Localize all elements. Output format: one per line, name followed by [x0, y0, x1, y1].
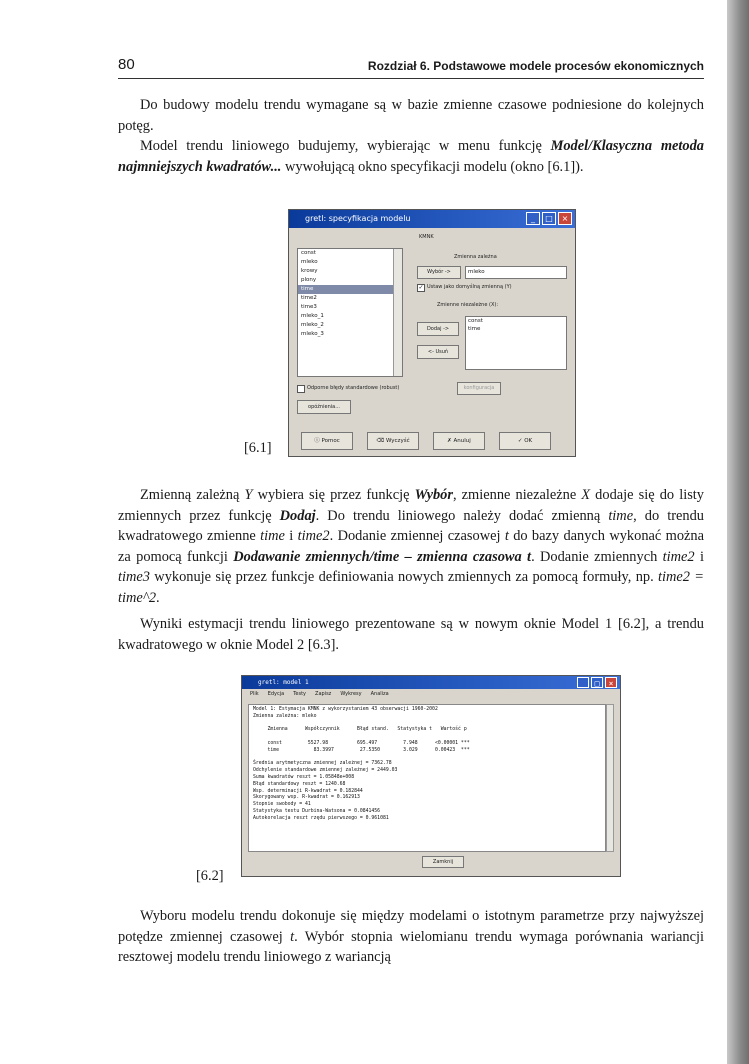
help-button[interactable]: ⓘ Pomoc — [301, 432, 353, 450]
minimize-button[interactable]: _ — [526, 212, 540, 225]
page-number: 80 — [118, 56, 135, 73]
default-checkbox-label: Ustaw jako domyślną zmienną (Y) — [427, 284, 512, 290]
ok-icon: ✓ — [517, 438, 525, 444]
lags-button[interactable]: opóźnienia... — [297, 400, 351, 414]
dialog-titlebar — [289, 210, 575, 228]
window-title: gretl: model 1 — [258, 679, 309, 686]
paragraph-1: Do budowy modelu trendu wymagane są w bazie zmienne czasowe podniesione do kolejnych potęg. — [118, 97, 704, 134]
add-button[interactable]: Dodaj -> — [417, 322, 459, 336]
variable-list-item[interactable]: krowy — [301, 268, 318, 274]
dependent-var-label: Zmienna zależna — [454, 254, 497, 260]
menu-file[interactable]: Plik — [250, 691, 259, 697]
variable-list-item[interactable]: time — [298, 285, 402, 294]
variable-list-item[interactable]: mleko — [301, 259, 318, 265]
variable-list-item[interactable]: time2 — [301, 295, 317, 301]
figure-label-6-1: [6.1] — [244, 440, 272, 456]
robust-checkbox[interactable] — [297, 385, 305, 393]
maximize-button[interactable]: □ — [542, 212, 556, 225]
broom-icon: ⌫ — [376, 438, 386, 444]
dependent-var-field[interactable]: mleko — [465, 266, 567, 279]
variable-list-item[interactable]: const — [301, 250, 316, 256]
variable-list-item[interactable]: mleko_2 — [301, 322, 324, 328]
help-icon: ⓘ — [314, 438, 322, 444]
ok-button[interactable]: ✓ OK — [499, 432, 551, 450]
menu-tests[interactable]: Testy — [293, 691, 307, 697]
remove-button[interactable]: <- Usuń — [417, 345, 459, 359]
close-button[interactable]: × — [605, 677, 617, 688]
clear-button[interactable]: ⌫ Wyczyść — [367, 432, 419, 450]
close-window-button[interactable]: Zamknij — [422, 856, 464, 868]
minimize-button[interactable]: _ — [577, 677, 589, 688]
maximize-button[interactable]: □ — [591, 677, 603, 688]
close-button[interactable]: × — [558, 212, 572, 225]
running-header — [118, 56, 704, 79]
estimation-output[interactable]: Model 1: Estymacja KMNK z wykorzystaniem 43 obserwacji 1960-2002 Zmienna zależna: mleko Zmienna Współczynnik Błąd stand. Statystyka t Wartość p const 5527.98 695.497 7.948 <0.00001 *** time 83.3997 27.5350 3.029 0.00423 *** Średnia arytmetyczna zmiennej zależnej = 7362.78 Odchylenie standardowe zmiennej zależnej = 2449.03 Suma kwadratów reszt = 1.05848e+008 Błąd standardowy reszt = 1240.68 Wsp. determinacji R-kwadrat = 0.182844 Skorygowany wsp. R-kwadrat = 0.162913 Stopnie swobody = 41 Statystyka testu Durbina-Watsona = 0.0841456 Autokorelacja reszt rzędu pierwszego = 0.961081 — [248, 704, 606, 852]
variable-list-item[interactable]: time3 — [301, 304, 317, 310]
independent-var-item[interactable]: const — [468, 318, 483, 324]
cancel-button[interactable]: ✗ Anuluj — [433, 432, 485, 450]
variable-list-item[interactable]: mleko_3 — [301, 331, 324, 337]
window-titlebar — [242, 676, 620, 689]
menu-edit[interactable]: Edycja — [267, 691, 285, 697]
figure-label-6-2: [6.2] — [196, 868, 224, 884]
variable-list-item[interactable]: mleko_1 — [301, 313, 324, 319]
menu-graphs[interactable]: Wykresy — [340, 691, 362, 697]
model-spec-dialog — [288, 209, 576, 457]
paragraph-3: Zmienną zależną Y wybiera się przez funkcję Wybór, zmienne niezależne X dodaje się do listy zmiennych przez funkcję Dodaj. Do trendu liniowego należy dodać zmienną time, do trendu kwadratowego zmienne time i time2. Dodanie zmiennej czasowej t do bazy danych wykonać można za pomocą funkcji Dodawanie zmiennych/time – zmienna czasowa t. Dodanie zmiennych time2 i time3 wykonuje się przez funkcje definiowania nowych zmiennych za pomocą formuły, np. time2 = time^2. — [118, 487, 704, 606]
model-output-window — [241, 675, 621, 877]
variable-list[interactable] — [297, 248, 403, 377]
chapter-title: Rozdział 6. Podstawowe modele procesów ekonomicznych — [367, 59, 704, 73]
variable-list-item[interactable]: plony — [301, 277, 317, 283]
paragraph-5: Wyboru modelu trendu dokonuje się między modelami o istotnym parametrze przy najwyższej potędze zmiennej czasowej t. Wybór stopnia wielomianu trendu wymaga porównania wariancji resztowej modelu trendu liniowego z wariancją — [118, 908, 704, 966]
config-button[interactable]: konfiguracja — [457, 382, 501, 395]
dialog-title: gretl: specyfikacja modelu — [305, 214, 411, 223]
dialog-buttons — [301, 432, 551, 450]
page-edge-shadow — [727, 0, 749, 1064]
independent-var-item[interactable]: time — [468, 326, 481, 332]
choose-button[interactable]: Wybór -> — [417, 266, 461, 279]
paragraph-2: Model trendu liniowego budujemy, wybierając w menu funkcję Model/Klasyczna metoda najmniejszych kwadratów... wywołującą okno specyfikacji modelu (okno [6.1]). — [118, 138, 704, 175]
independent-vars-label: Zmienne niezależne (X): — [437, 302, 499, 308]
paragraph-4: Wyniki estymacji trendu liniowego prezentowane są w nowym oknie Model 1 [6.2], a trendu kwadratowego w oknie Model 2 [6.3]. — [118, 616, 704, 653]
robust-checkbox-label: Odporne błędy standardowe (robust) — [307, 385, 400, 391]
menu-save[interactable]: Zapisz — [315, 691, 332, 697]
variable-list-scrollbar[interactable] — [393, 249, 402, 376]
cancel-icon: ✗ — [447, 438, 454, 444]
independent-vars-list[interactable] — [465, 316, 567, 370]
estimator-label: KMNK — [419, 234, 434, 240]
menu-analysis[interactable]: Analiza — [370, 691, 389, 697]
menu-bar — [242, 689, 620, 699]
output-scrollbar[interactable] — [606, 704, 614, 852]
default-checkbox[interactable]: ✓ — [418, 284, 424, 291]
